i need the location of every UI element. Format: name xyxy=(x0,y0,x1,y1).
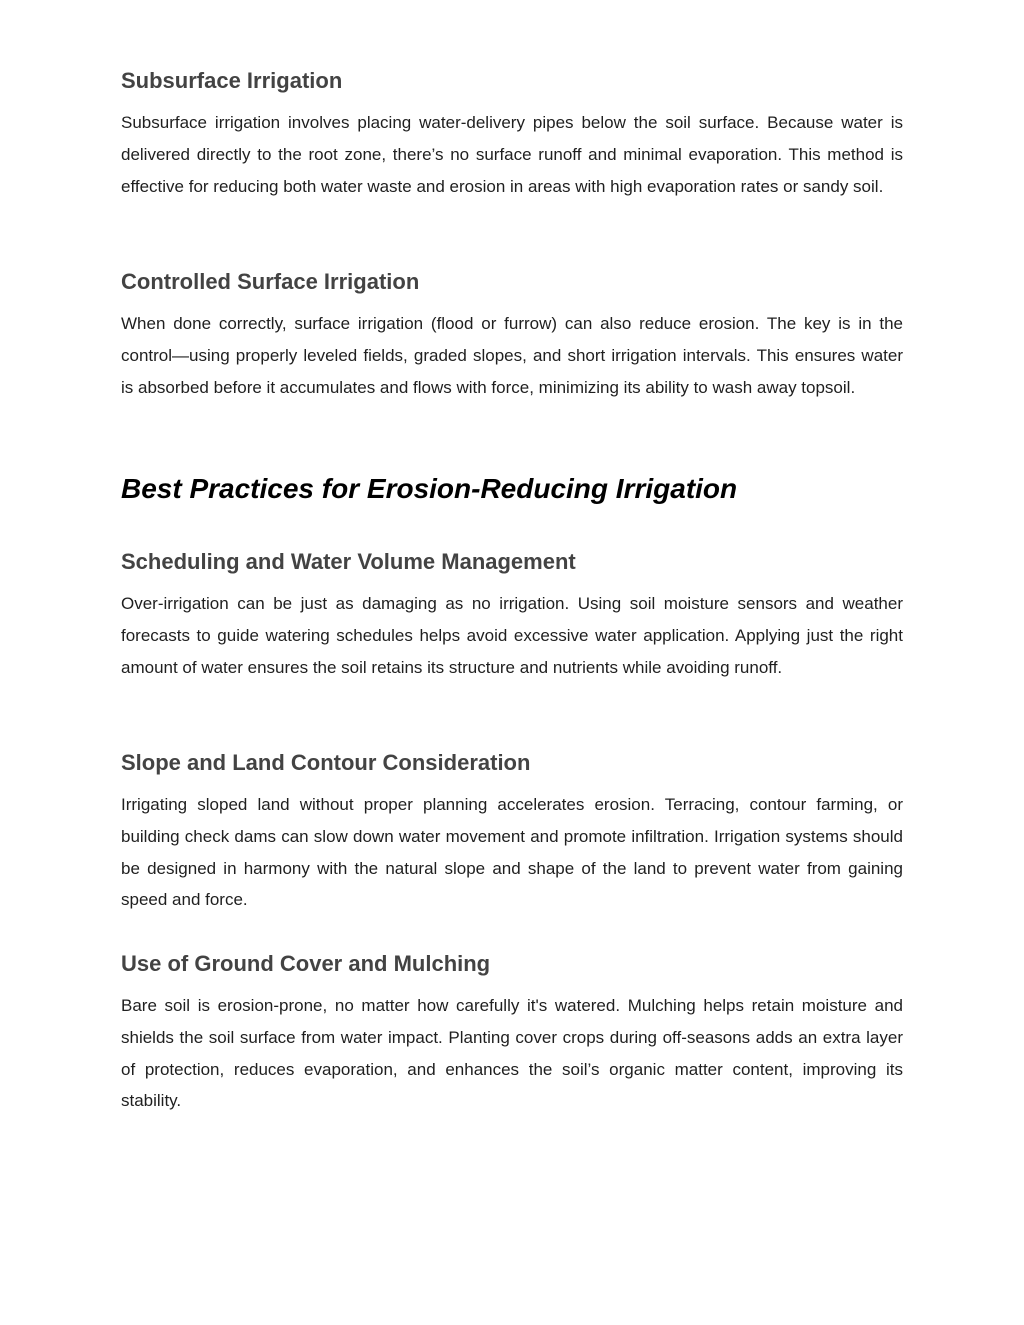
section-subsurface-irrigation xyxy=(121,67,903,202)
main-heading: Best Practices for Erosion-Reducing Irrigation xyxy=(121,473,738,504)
section-heading: Controlled Surface Irrigation xyxy=(121,269,420,294)
section-paragraph: Bare soil is erosion-prone, no matter how carefully it's watered. Mulching helps retain moisture and shields the soil surface from water impact. Planting cover crops during off-seasons adds an extra layer of protection, reduces evaporation, and enhances the soil’s organic matter content, improving its stability. xyxy=(121,996,903,1111)
section-paragraph: Over-irrigation can be just as damaging as no irrigation. Using soil moisture sensors and weather forecasts to guide watering schedules helps avoid excessive water application. Applying just the right amount of water ensures the soil retains its structure and nutrients while avoiding runoff. xyxy=(121,594,903,677)
section-paragraph: When done correctly, surface irrigation (flood or furrow) can also reduce erosion. The key is in the control—using properly leveled fields, graded slopes, and short irrigation intervals. This ensures water is absorbed before it accumulates and flows with force, minimizing its ability to wash away topsoil. xyxy=(121,314,903,397)
section-controlled-surface-irrigation xyxy=(121,268,903,403)
section-heading: Subsurface Irrigation xyxy=(121,68,343,93)
section-heading: Use of Ground Cover and Mulching xyxy=(121,951,491,976)
section-heading: Scheduling and Water Volume Management xyxy=(121,549,576,574)
section-paragraph: Subsurface irrigation involves placing water-delivery pipes below the soil surface. Because water is delivered directly to the root zone, there’s no surface runoff and minimal evaporation. This method is effective for reducing both water waste and erosion in areas with high evaporation rates or sandy soil. xyxy=(121,113,903,196)
section-ground-cover-mulching xyxy=(121,950,903,1117)
section-slope-land-contour xyxy=(121,749,903,916)
section-scheduling-water-volume xyxy=(121,548,903,683)
section-paragraph: Irrigating sloped land without proper planning accelerates erosion. Terracing, contour farming, or building check dams can slow down water movement and promote infiltration. Irrigation systems should be designed in harmony with the natural slope and shape of the land to prevent water from gaining speed and force. xyxy=(121,795,903,910)
section-heading: Slope and Land Contour Consideration xyxy=(121,750,531,775)
